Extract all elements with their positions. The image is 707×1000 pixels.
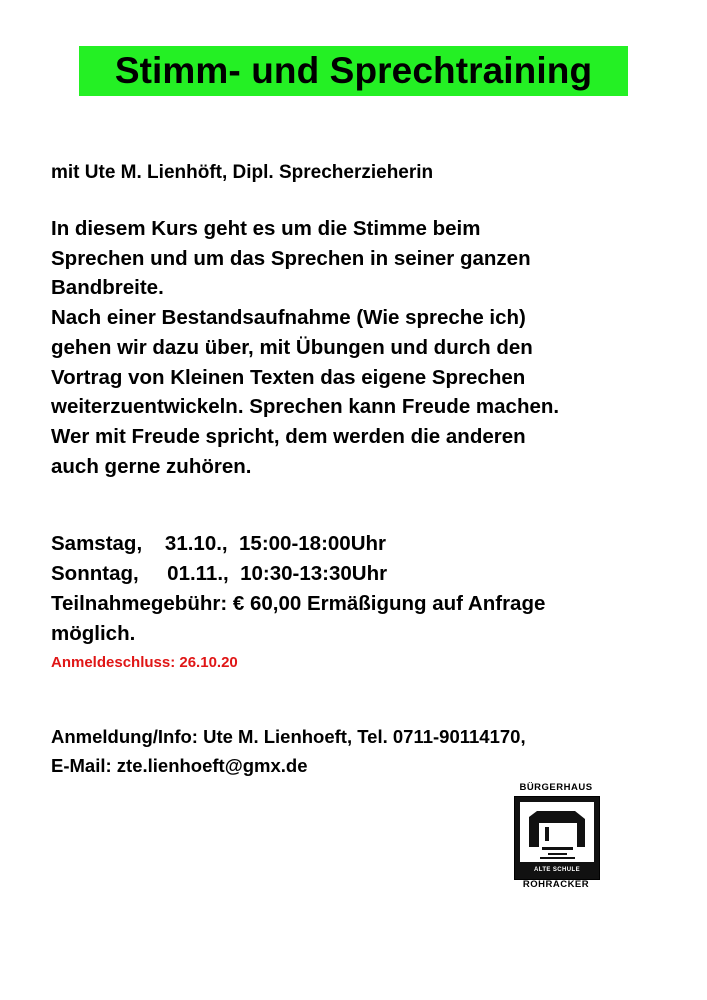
contact-phone-line: Anmeldung/Info: Ute M. Lienhoeft, Tel. 0711-90114170,	[51, 726, 526, 747]
instructor-line: mit Ute M. Lienhöft, Dipl. Sprecherzieherin	[51, 162, 434, 183]
schedule-saturday: Samstag, 31.10., 15:00-18:00Uhr	[51, 532, 387, 555]
description-line: In diesem Kurs geht es um die Stimme beim	[51, 217, 481, 240]
logo-emblem	[514, 796, 600, 880]
description-line: Bandbreite.	[51, 276, 164, 300]
fee-line: Teilnahmegebühr: € 60,00 Ermäßigung auf Anfrage	[51, 592, 546, 615]
description-line: Nach einer Bestandsaufnahme (Wie spreche ich)	[51, 306, 526, 330]
course-description	[51, 214, 691, 481]
fee-line-continuation: möglich.	[51, 622, 136, 645]
description-line: weiterzuentwickeln. Sprechen kann Freude machen.	[51, 395, 560, 419]
contact-email-line: E-Mail: zte.lienhoeft@gmx.de	[51, 755, 308, 776]
buergerhaus-logo	[506, 780, 606, 890]
description-line: auch gerne zuhören.	[51, 454, 252, 478]
schedule-block	[51, 529, 691, 649]
logo-top-text: BÜRGERHAUS	[519, 782, 593, 793]
description-line: Vortrag von Kleinen Texten das eigene Sprechen	[51, 365, 526, 389]
registration-deadline: Anmeldeschluss: 26.10.20	[51, 654, 238, 671]
contact-info	[51, 722, 526, 780]
description-line: Sprechen und um das Sprechen in seiner ganzen	[51, 246, 531, 270]
schedule-sunday: Sonntag, 01.11., 10:30-13:30Uhr	[51, 562, 388, 585]
logo-bottom-text: ROHRACKER	[522, 879, 590, 890]
page-title: Stimm- und Sprechtraining	[79, 46, 628, 96]
description-line: gehen wir dazu über, mit Übungen und durch den	[51, 335, 533, 359]
description-line: Wer mit Freude spricht, dem werden die anderen	[51, 424, 526, 448]
logo-inner-text: ALTE SCHULE	[534, 867, 580, 873]
